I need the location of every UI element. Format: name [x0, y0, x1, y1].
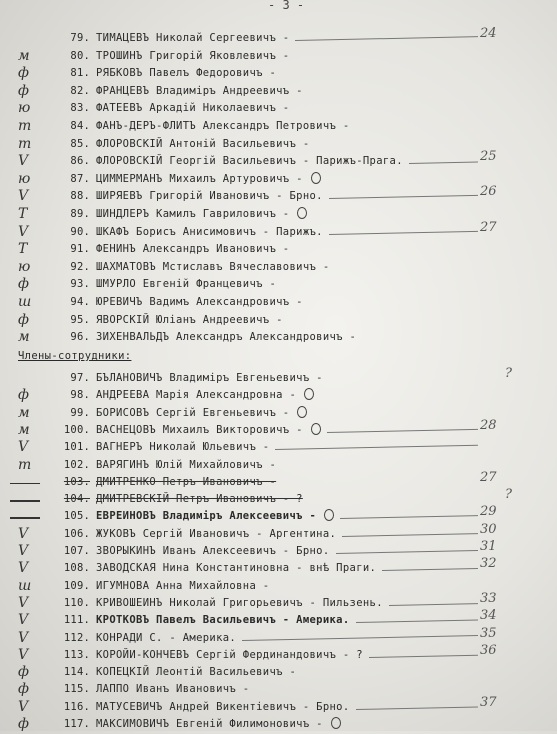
margin-mark: ф	[18, 716, 29, 732]
list-item	[0, 681, 557, 699]
list-item	[0, 48, 557, 66]
entry-number: 80.	[70, 49, 90, 62]
pencil-line	[242, 635, 478, 641]
entry-text: ШИНДЛЕРЪ Камилъ Гавриловичъ -	[96, 208, 290, 220]
margin-mark: V	[18, 629, 29, 646]
entry-number: 101.	[63, 441, 90, 454]
entry-number: 110.	[63, 596, 90, 609]
entry-number: 114.	[63, 666, 90, 679]
entry-number: 79.	[70, 32, 90, 44]
list-item	[0, 608, 557, 630]
entry-number: 82.	[70, 84, 90, 97]
margin-mark: ю	[18, 258, 31, 275]
margin-number: 35	[480, 625, 497, 641]
margin-mark: V	[18, 525, 29, 542]
pencil-line	[342, 533, 478, 537]
entry-text: ЕВРЕИНОВЪ Владиміръ Алексеевичъ -	[96, 510, 317, 523]
entry-number: 92.	[70, 260, 90, 273]
entry-number: 94.	[70, 296, 90, 308]
entry-number: 116.	[63, 700, 90, 713]
margin-number: ?	[505, 366, 512, 381]
list-item	[0, 694, 557, 717]
entry-number: 83.	[70, 102, 90, 115]
margin-mark: т	[18, 118, 32, 134]
entry-number: 97.	[70, 372, 90, 384]
margin-number: ?	[505, 487, 512, 503]
list-item	[0, 118, 557, 136]
margin-number: 27	[480, 469, 497, 485]
entry-text: КРОТКОВЪ Павелъ Васильевичъ - Америка.	[96, 614, 350, 627]
entry-text: ЮРЕВИЧЪ Вадимъ Александровичъ -	[96, 296, 303, 308]
entry-text: ЖУКОВЪ Сергій Ивановичъ - Аргентина.	[96, 527, 337, 540]
list-item	[0, 171, 557, 189]
entry-number: 112.	[63, 631, 90, 644]
margin-number: 30	[480, 521, 497, 537]
margin-mark: Т	[18, 206, 28, 222]
entry-text: ВАГНЕРЪ Николай Юльевичъ -	[96, 441, 270, 454]
margin-mark: V	[18, 543, 29, 559]
entry-text: ФЛОРОВСКІЙ Георгій Васильевичъ - Парижъ-Прага.	[96, 155, 403, 168]
list-item	[0, 521, 557, 544]
entry-text: ШМУРЛО Евгеній Францевичъ -	[96, 278, 277, 291]
list-item	[0, 136, 557, 154]
entry-text: ДМИТРЕВСКІЙ Петръ Ивановичъ - ?	[96, 493, 303, 506]
circle-mark	[311, 423, 321, 435]
list-item	[0, 100, 557, 118]
margin-mark: ф	[18, 82, 29, 99]
margin-mark: ф	[18, 681, 29, 698]
entry-text: ФАТЕЕВЪ Аркадій Николаевичъ -	[96, 102, 290, 115]
margin-number: 34	[480, 608, 497, 624]
circle-mark	[297, 207, 307, 219]
entry-number: 98.	[70, 389, 90, 402]
entry-text: КОПЕЦКІЙ Леонтій Васильевичъ -	[96, 666, 297, 679]
list-item	[0, 487, 557, 509]
list-item	[0, 65, 557, 83]
list-item	[0, 387, 557, 405]
entry-text: ФАНЪ-ДЕРЪ-ФЛИТЪ Александръ Петровичъ -	[96, 120, 350, 132]
circle-mark	[311, 172, 321, 184]
margin-mark: м	[18, 404, 30, 421]
list-item	[0, 26, 557, 48]
pencil-line	[329, 195, 478, 199]
margin-dash-mark	[10, 500, 40, 502]
entry-text: КОРОЙИ-КОНЧЕВЪ Сергій Фердинандовичъ - ?	[96, 648, 363, 661]
margin-mark: т	[18, 135, 32, 152]
margin-mark: ф	[18, 276, 29, 293]
pencil-line	[389, 603, 478, 606]
entry-text: АНДРЕЕВА Марія Александровна -	[96, 389, 297, 402]
entry-text: ВАРЯГИНЪ Юлій Михайловичъ -	[96, 458, 277, 471]
entry-text: ФЛОРОВСКІЙ Антоній Васильевичъ -	[96, 137, 310, 150]
margin-mark: V	[18, 612, 29, 629]
entry-text: ВАСНЕЦОВЪ Михаилъ Викторовичъ -	[96, 423, 303, 436]
entry-number: 107.	[63, 545, 90, 557]
entry-number: 117.	[63, 718, 90, 730]
margin-mark: V	[18, 560, 29, 577]
entry-text: ДМИТРЕНКО Петръ Ивановичъ -	[96, 475, 277, 488]
list-item	[0, 590, 557, 613]
entry-number: 91.	[70, 243, 90, 256]
margin-number: 33	[480, 590, 497, 606]
entry-text: ЦИММЕРМАНЪ Михаилъ Артуровичъ -	[96, 172, 303, 185]
margin-mark: V	[18, 646, 29, 663]
margin-mark: ф	[18, 387, 29, 404]
entry-number: 108.	[63, 562, 90, 575]
entry-number: 105.	[63, 510, 90, 523]
margin-number: 27	[480, 219, 497, 235]
entry-text: РЯБКОВЪ Павелъ Федоровичъ -	[96, 67, 277, 80]
margin-mark: ю	[18, 170, 31, 187]
entry-text: КОНРАДИ С. - Америка.	[96, 631, 237, 644]
list-item	[0, 259, 557, 277]
list-item	[0, 625, 557, 648]
entry-text: ЯВОРСКІЙ Юліанъ Андреевичъ -	[96, 313, 283, 326]
entry-number: 89.	[70, 208, 90, 220]
entry-number: 111.	[63, 614, 90, 627]
pencil-line	[369, 655, 478, 658]
entry-number: 106.	[63, 527, 90, 540]
pencil-line	[336, 550, 478, 554]
list-item	[0, 276, 557, 294]
entry-number: 88.	[70, 190, 90, 203]
entry-number: 93.	[70, 278, 90, 291]
list-item	[0, 556, 557, 578]
list-item	[0, 206, 557, 224]
list-item	[0, 329, 557, 347]
list-item	[0, 417, 557, 440]
margin-dash-mark	[10, 517, 40, 519]
margin-mark: V	[18, 594, 29, 611]
margin-number: 32	[480, 556, 497, 572]
entry-text: ЗВОРЫКИНЪ Иванъ Алексеевичъ - Брно.	[96, 545, 330, 557]
entry-number: 100.	[63, 423, 90, 436]
entry-text: МАТУСЕВИЧЪ Андрей Викентіевичъ - Брно.	[96, 700, 350, 713]
margin-mark: V	[18, 223, 29, 240]
margin-mark: V	[18, 439, 29, 456]
entry-text: ЗИХЕНВАЛЬДЪ Александръ Александровичъ -	[96, 331, 357, 344]
entry-number: 99.	[70, 406, 90, 419]
entry-number: 96.	[70, 331, 90, 344]
entry-text: БОРИСОВЪ Сергій Евгеньевичъ -	[96, 406, 290, 419]
entry-number: 109.	[63, 579, 90, 592]
list-item	[0, 184, 557, 206]
entry-text: МАКСИМОВИЧЪ Евгеній Филимоновичъ -	[96, 718, 323, 730]
circle-mark	[297, 406, 307, 418]
entry-text: ЗАВОДСКАЯ Нина Константиновна - внѣ Праги.	[96, 562, 377, 575]
list-item	[0, 539, 557, 561]
entry-number: 85.	[70, 137, 90, 150]
pencil-line	[329, 230, 478, 234]
pencil-line	[275, 445, 478, 450]
circle-mark	[304, 388, 314, 400]
pencil-line	[295, 36, 477, 41]
margin-mark: ш	[18, 294, 32, 310]
margin-mark: ф	[18, 65, 29, 82]
pencil-line	[356, 706, 478, 710]
list-item	[0, 294, 557, 312]
pencil-line	[340, 516, 478, 520]
list-item	[0, 241, 557, 259]
margin-mark: м	[18, 47, 30, 64]
pencil-line	[327, 429, 478, 433]
margin-mark: ш	[18, 577, 32, 594]
entry-text: ФРАНЦЕВЪ Владиміръ Андреевичъ -	[96, 84, 303, 97]
list-item	[0, 366, 557, 388]
entry-number: 84.	[70, 120, 90, 132]
margin-number: 37	[480, 694, 497, 710]
list-item	[0, 469, 557, 492]
entry-number: 113.	[63, 648, 90, 661]
pencil-line	[382, 568, 478, 571]
list-item	[0, 664, 557, 682]
margin-mark: ф	[18, 311, 29, 328]
entry-text: ШКАФЪ Борисъ Анисимовичъ - Парижъ.	[96, 225, 323, 238]
list-item	[0, 83, 557, 101]
entry-number: 90.	[70, 225, 90, 238]
entry-number: 81.	[70, 67, 90, 80]
margin-mark: V	[18, 188, 29, 205]
entry-text: БЪЛАНОВИЧЪ Владиміръ Евгеньевичъ -	[96, 372, 323, 384]
pencil-line	[409, 162, 478, 164]
entry-number: 95.	[70, 313, 90, 326]
entry-text: КРИВОШЕИНЪ Николай Григорьевичъ - Пильзень.	[96, 596, 383, 609]
entry-number: 103.	[63, 475, 90, 488]
margin-number: 29	[480, 504, 497, 520]
list-item	[0, 405, 557, 423]
circle-mark	[331, 717, 341, 729]
margin-mark: Т	[18, 241, 28, 258]
entry-text: ФЕНИНЪ Александръ Ивановичъ -	[96, 243, 290, 256]
entry-text: ЛАППО Иванъ Ивановичъ -	[96, 683, 250, 696]
margin-number: 25	[480, 149, 497, 165]
margin-mark: V	[18, 698, 29, 715]
entry-text: ТРОШИНЪ Григорій Яковлевичъ -	[96, 49, 290, 62]
margin-number: 31	[480, 539, 497, 554]
margin-mark: ю	[18, 100, 31, 117]
list-item	[0, 312, 557, 330]
list-item	[0, 439, 557, 457]
entry-number: 87.	[70, 172, 90, 185]
list-item	[0, 642, 557, 665]
list-item	[0, 716, 557, 734]
margin-mark: т	[18, 456, 32, 473]
margin-mark: V	[18, 153, 29, 170]
list-item	[0, 219, 557, 242]
margin-dash-mark	[10, 483, 40, 485]
margin-number: 24	[480, 26, 497, 41]
entry-number: 115.	[63, 683, 90, 696]
list-item	[0, 578, 557, 596]
entry-text: ШИРЯЕВЪ Григорій Ивановичъ - Брно.	[96, 190, 323, 203]
margin-number: 36	[480, 642, 497, 658]
entry-text: ШАХМАТОВЪ Мстиславъ Вячеславовичъ -	[96, 260, 330, 273]
list-item	[0, 457, 557, 475]
entry-number: 102.	[63, 458, 90, 471]
entry-text: ТИМАЦЕВЪ Николай Сергеевичъ -	[96, 32, 290, 44]
entry-number: 86.	[70, 155, 90, 168]
entry-text: ИГУМНОВА Анна Михайловна -	[96, 579, 270, 592]
circle-mark	[324, 509, 334, 521]
margin-number: 26	[480, 184, 497, 200]
list-item	[0, 149, 557, 171]
list-item	[0, 504, 557, 526]
section-title: Члены-сотрудники:	[18, 350, 132, 362]
margin-mark: м	[18, 329, 30, 346]
page-number: - 3 -	[268, 0, 305, 12]
pencil-line	[356, 620, 478, 624]
margin-mark: ф	[18, 664, 29, 681]
margin-number: 28	[480, 417, 497, 433]
margin-mark: м	[18, 421, 30, 438]
entry-number: 104.	[63, 493, 90, 506]
